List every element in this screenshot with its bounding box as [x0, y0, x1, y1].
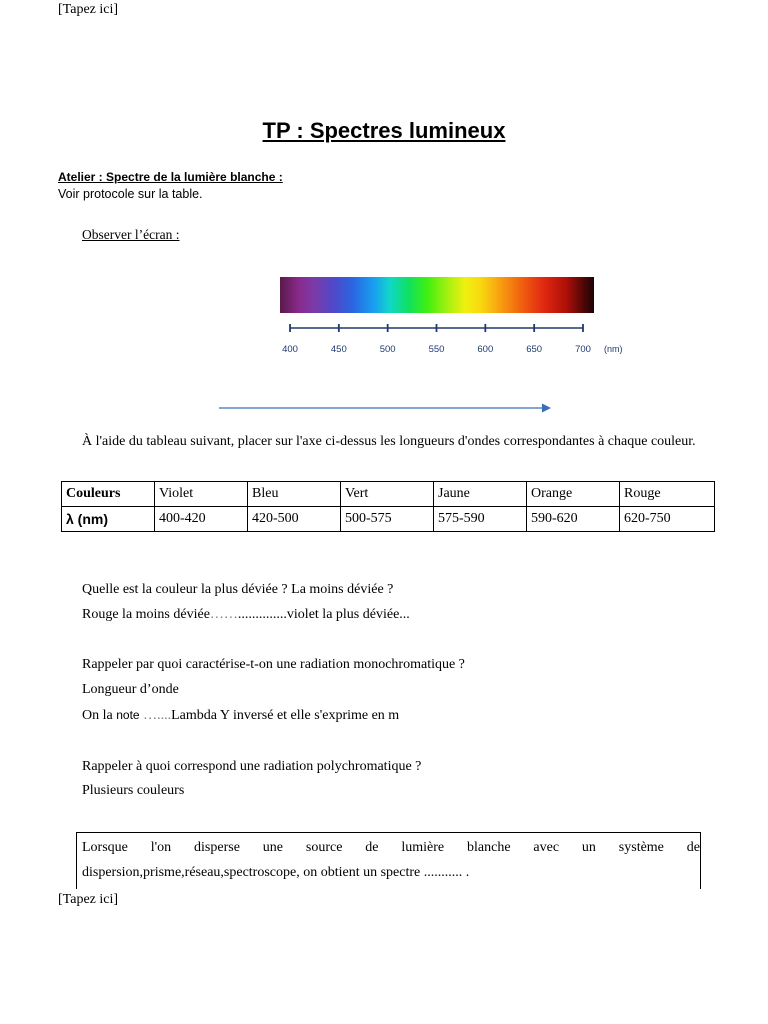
footer-placeholder: [Tapez ici]: [58, 892, 119, 907]
wavelength-table: [61, 481, 715, 532]
answer-text: Lambda Y inversé et elle s'exprime en m: [171, 708, 400, 723]
answer-monochromatic-1: Longueur d’onde: [82, 682, 179, 697]
table-cell: Rouge: [620, 482, 715, 507]
answer-dots-light: ……: [209, 607, 238, 622]
question-monochromatic: Rappeler par quoi caractérise-t-on une radiation monochromatique ?: [82, 657, 465, 672]
page-title: TP : Spectres lumineux: [262, 118, 506, 143]
spectrum-image: [280, 277, 594, 313]
table-cell: 500-575: [341, 507, 434, 532]
question-most-deviated: Quelle est la couleur la plus déviée ? La moins déviée ?: [82, 582, 394, 597]
direction-arrow: [215, 400, 560, 416]
wavelength-axis: [270, 318, 640, 362]
arrow-head: [542, 404, 551, 413]
table-cell: Couleurs: [62, 482, 155, 507]
instruction-text: À l'aide du tableau suivant, placer sur l'axe ci-dessus les longueurs d'ondes correspondantes à chaque couleur.: [82, 434, 696, 449]
section-heading: Atelier : Spectre de la lumière blanche :: [58, 170, 283, 184]
observe-label: Observer l’écran :: [82, 227, 180, 242]
table-cell: Violet: [155, 482, 248, 507]
answer-text: On la: [82, 708, 117, 723]
header-placeholder: [Tapez ici]: [58, 2, 119, 17]
table-cell: 400-420: [155, 507, 248, 532]
answer-dots: …....: [139, 708, 172, 723]
axis-tick-label: 500: [379, 344, 396, 355]
box-line: dispersion,prisme,réseau,spectroscope, on obtient un spectre ........... .: [82, 865, 470, 880]
table-cell: λ (nm): [62, 507, 155, 532]
answer-text: violet la plus déviée...: [286, 607, 410, 622]
axis-tick-label: 550: [428, 344, 445, 355]
protocol-note: Voir protocole sur la table.: [58, 187, 203, 201]
dispersion-box: [76, 832, 701, 889]
table-cell: 620-750: [620, 507, 715, 532]
axis-tick-label: 400: [282, 344, 298, 355]
table-cell: 590-620: [527, 507, 620, 532]
answer-note: note: [116, 708, 140, 722]
table-cell: Jaune: [434, 482, 527, 507]
question-polychromatic: Rappeler à quoi correspond une radiation polychromatique ?: [82, 759, 422, 774]
answer-most-deviated: [82, 607, 410, 623]
table-cell: 575-590: [434, 507, 527, 532]
box-line: Lorsque l'on disperse une source de lumière blanche avec un système de: [82, 840, 700, 855]
table-row: [62, 482, 715, 507]
answer-polychromatic: Plusieurs couleurs: [82, 783, 185, 798]
table-cell: 420-500: [248, 507, 341, 532]
axis-tick-label: 650: [526, 344, 543, 355]
answer-monochromatic-2: [82, 708, 399, 724]
axis-tick-label: 700: [575, 344, 591, 355]
answer-text: Rouge la moins déviée: [82, 607, 210, 622]
table-cell: Bleu: [248, 482, 341, 507]
answer-dots: ..............: [237, 607, 287, 622]
axis-tick-label: 450: [330, 344, 347, 355]
table-cell: Vert: [341, 482, 434, 507]
table-row: [62, 507, 715, 532]
axis-tick-label: 600: [477, 344, 494, 355]
axis-unit-label: (nm): [604, 344, 623, 354]
table-cell: Orange: [527, 482, 620, 507]
